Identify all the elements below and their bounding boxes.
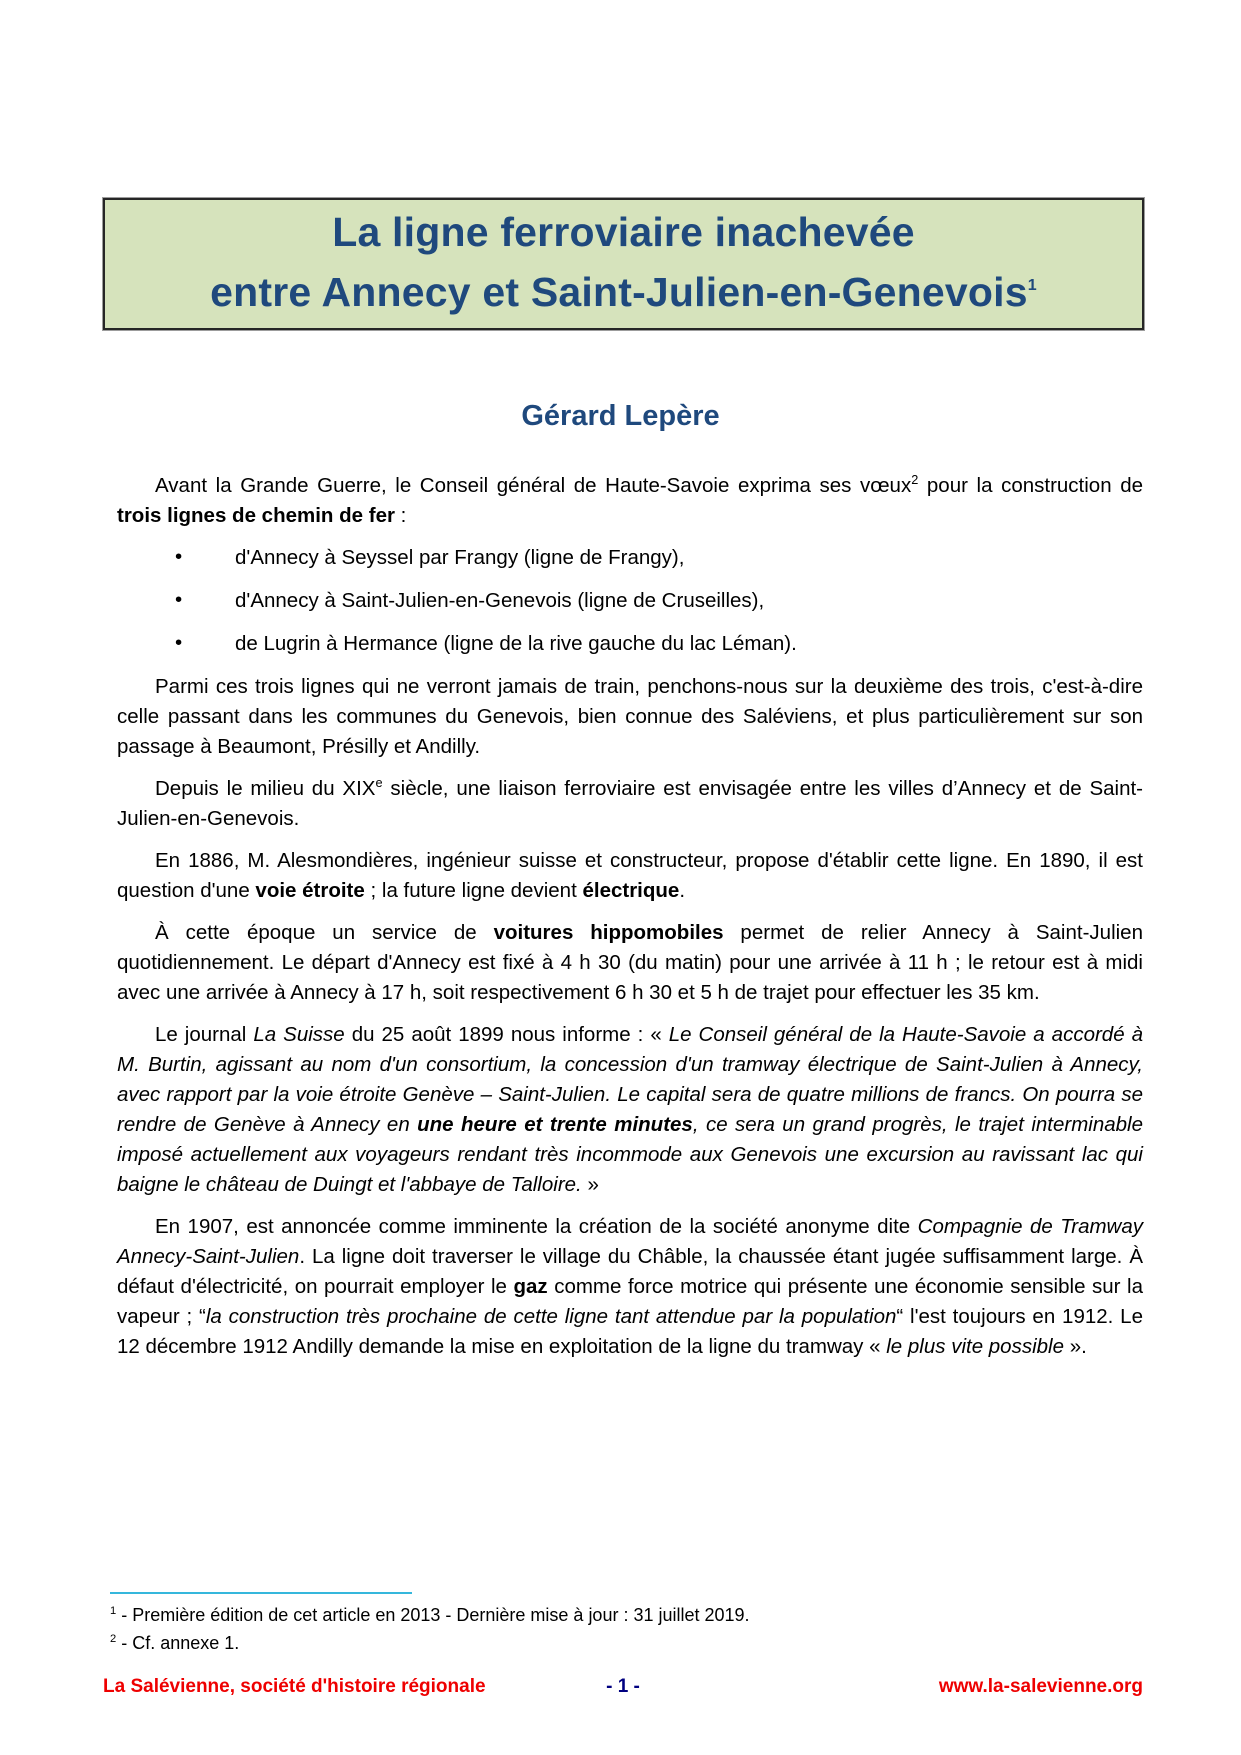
author-name: Gérard Lepère bbox=[521, 400, 720, 432]
title-line-2-text: entre Annecy et Saint-Julien-en-Genevois bbox=[210, 269, 1028, 315]
page-footer bbox=[103, 1676, 1143, 1702]
paragraph-parmi: Parmi ces trois lignes qui ne verront jamais de train, penchons-nous sur la deuxième des trois, c'est-à-dire celle passant dans les communes du Genevois, bien connue des Saléviens, et plus particulièrement sur son passage à Beaumont, Présilly et Andilly. bbox=[117, 675, 1143, 758]
list-item bbox=[117, 586, 1143, 616]
list-item-text: d'Annecy à Saint-Julien-en-Genevois (ligne de Cruseilles), bbox=[235, 589, 765, 612]
article-body bbox=[117, 471, 1143, 1374]
paragraph-1886: En 1886, M. Alesmondières, ingénieur suisse et constructeur, propose d'établir cette ligne. En 1890, il est question d'une voie étroite ; la future ligne devient électrique. bbox=[117, 849, 1143, 902]
bullet-icon: • bbox=[175, 545, 183, 568]
footnote-1 bbox=[110, 1601, 1136, 1629]
railway-lines-list bbox=[117, 543, 1143, 659]
footnotes bbox=[110, 1601, 1136, 1657]
footer-page-number: - 1 - bbox=[606, 1676, 640, 1697]
title-line-1: La ligne ferroviaire inachevée bbox=[332, 209, 915, 255]
footer-website-link[interactable]: www.la-salevienne.org bbox=[938, 1676, 1143, 1697]
footnote-text: - Cf. annexe 1. bbox=[116, 1633, 240, 1653]
paragraph-quote-1899: Le journal La Suisse du 25 août 1899 nous informe : « Le Conseil général de la Haute-Savoie a accordé à M. Burtin, agissant au nom d'un consortium, la concession d'un tramway électrique de Saint-Julien à Annecy, avec rapport par la voie étroite Genève – Saint-Julien. Le capital sera de quatre millions de francs. On pourra se rendre de Genève à Annecy en une heure et trente minutes, ce sera un grand progrès, le trajet interminable imposé actuellement aux voyageurs rendant très incommode aux Genevois une excursion au ravissant lac qui baigne le château de Duingt et l'abbaye de Talloire. » bbox=[117, 1023, 1144, 1196]
list-item-text: d'Annecy à Seyssel par Frangy (ligne de Frangy), bbox=[235, 546, 685, 569]
bullet-icon: • bbox=[175, 588, 183, 611]
footnote-separator bbox=[110, 1592, 412, 1594]
title-banner bbox=[103, 198, 1144, 330]
footnote-2 bbox=[110, 1629, 1136, 1657]
paragraph-hippomobiles: À cette époque un service de voitures hippomobiles permet de relier Annecy à Saint-Julien quotidiennement. Le départ d'Annecy est fixé à 4 h 30 (du matin) pour une arrivée à 11 h ; le retour est à midi avec une arrivée à Annecy à 17 h, soit respectivement 6 h 30 et 5 h de trajet pour effectuer les 35 km. bbox=[117, 921, 1143, 1004]
paragraph-1907: En 1907, est annoncée comme imminente la création de la société anonyme dite Compagnie de Tramway Annecy-Saint-Julien. La ligne doit traverser le village du Châble, la chaussée étant jugée suffisamment large. À défaut d'électricité, on pourrait employer le gaz comme force motrice qui présente une économie sensible sur la vapeur ; “la construction très prochaine de cette ligne tant attendue par la population“ l'est toujours en 1912. Le 12 décembre 1912 Andilly demande la mise en exploitation de la ligne du tramway « le plus vite possible ». bbox=[117, 1215, 1144, 1358]
footnote-text: - Première édition de cet article en 2013 - Dernière mise à jour : 31 juillet 2019. bbox=[116, 1605, 750, 1625]
title-line-2 bbox=[105, 259, 1142, 319]
paragraph-intro: Avant la Grande Guerre, le Conseil général de Haute-Savoie exprima ses vœux$^2$ pour la construction de trois lignes de chemin de fer : bbox=[117, 472, 1143, 527]
bullet-icon: • bbox=[175, 631, 183, 654]
paragraph-depuis: Depuis le milieu du XIXe siècle, une liaison ferroviaire est envisagée entre les villes d’Annecy et de Saint-Julien-en-Genevois. bbox=[117, 775, 1144, 830]
list-item-text: de Lugrin à Hermance (ligne de la rive gauche du lac Léman). bbox=[235, 632, 797, 655]
list-item bbox=[117, 543, 1143, 573]
footer-society-name: La Salévienne, société d'histoire régionale bbox=[103, 1676, 486, 1697]
title-footnote-ref: 1 bbox=[1027, 277, 1037, 294]
footnote-ref: 1 bbox=[110, 1605, 117, 1617]
list-item bbox=[117, 629, 1143, 659]
footnote-ref: 2 bbox=[110, 1633, 117, 1645]
